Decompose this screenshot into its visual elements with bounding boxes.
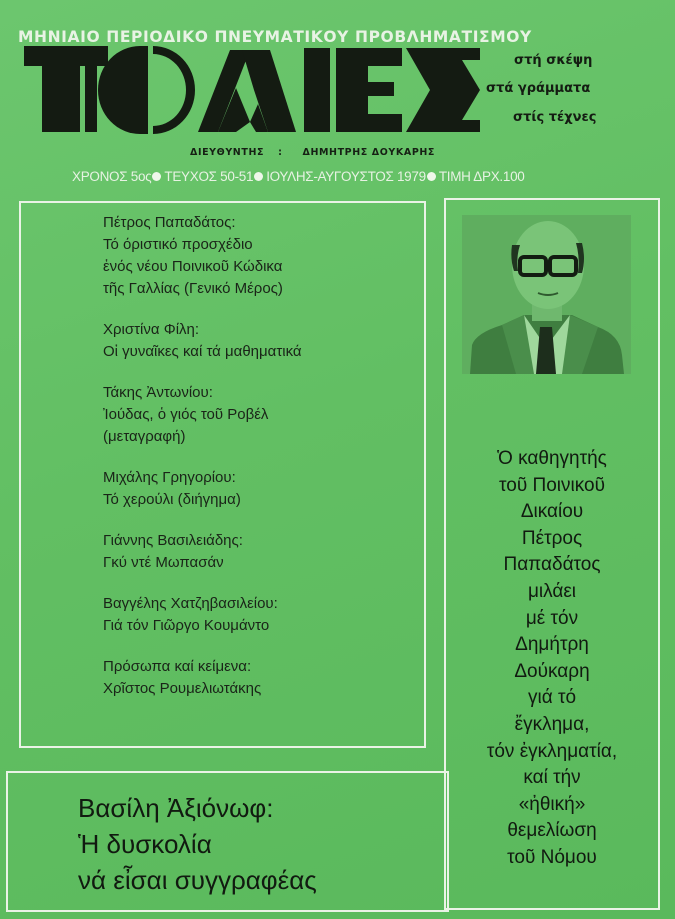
entry-title: ἑνός νέου Ποινικοῦ Κώδικα [103,258,283,275]
feature-title: νά εἶσαι συγγραφέας [78,865,317,895]
interview-line: γιά τό [527,687,577,709]
entry-author: Πέτρος Παπαδάτος: [103,214,236,231]
interview-line: Δούκαρη [514,660,590,682]
bullet-icon [254,172,263,181]
contents-entry [103,656,302,700]
entry-title: Τό χερούλι (διήγημα) [103,491,241,508]
logo-letter-m [198,50,296,132]
interview-line: μιλάει [527,580,577,602]
portrait-image [462,215,631,374]
issue-price: ΤΙΜΗ ΔΡΧ.100 [438,169,525,184]
interview-line: Παπαδάτος [503,554,601,576]
table-of-contents [103,212,302,719]
slogan-letters: στά γράμματα [486,81,591,96]
interview-line: ἔγκλημα, [514,713,590,735]
entry-title: Τό όριστικό προσχέδιο [103,236,253,253]
entry-title: (μεταγραφή) [103,428,186,445]
entry-author: Βαγγέλης Χατζηβασιλείου: [103,595,278,612]
entry-title: Χρῖστος Ρουμελιωτάκης [103,680,262,697]
interview-line: μέ τόν [525,607,579,629]
feature-title: Ἡ δυσκολία [78,829,212,859]
contents-entry [103,467,302,511]
entry-author: Πρόσωπα καί κείμενα: [103,658,252,675]
entry-title: Οἱ γυναῖκες καί τά μαθηματικά [103,343,302,360]
contents-entry [103,319,302,363]
entry-author: Χριστίνα Φίλη: [103,321,200,338]
interview-line: «ἠθική» [518,793,586,815]
bullet-icon [152,172,161,181]
issue-date: ΙΟΥΛΗΣ-ΑΥΓΟΥΣΤΟΣ 1979 [266,169,426,184]
interview-line: Πέτρος [521,527,583,549]
issue-number: ΤΕΥΧΟΣ 50-51 [164,169,254,184]
feature-headline [78,790,317,898]
contents-entry [103,593,302,637]
interview-line: τοῦ Ποινικοῦ [499,474,605,496]
logo-letter-o [98,46,195,134]
interview-line: Ὁ καθηγητής [497,448,607,469]
director-line [190,147,435,158]
logo-letter-i [304,48,330,132]
magazine-logo [24,46,480,134]
director-name: ΔΗΜΗΤΡΗΣ ΔΟΥΚΑΡΗΣ [302,147,436,158]
entry-author: Γιάννης Βασιλειάδης: [103,532,243,549]
entry-author: Μιχάλης Γρηγορίου: [103,469,236,486]
entry-author: Τάκης Ἀντωνίου: [103,384,213,401]
magazine-tagline: ΜΗΝΙΑΙΟ ΠΕΡΙΟΔΙΚΟ ΠΝΕΥΜΑΤΙΚΟΥ ΠΡΟΒΛΗΜΑΤΙΣΜΟΥ [18,28,532,46]
interview-line: θεμελίωση [507,820,597,842]
interview-line: Δικαίου [520,501,584,523]
interview-line: τοῦ Νόμου [507,846,597,868]
interview-line: καί τήν [523,767,581,789]
issue-year: ΧΡΟΝΟΣ 5ος [72,169,152,184]
interview-line: τόν ἐγκληματία, [486,740,618,762]
interview-blurb [446,446,658,872]
bullet-icon [427,172,436,181]
entry-title: τῆς Γαλλίας (Γενικό Μέρος) [103,280,283,297]
entry-title: Ἰούδας, ὁ γιός τοῦ Ροβέλ [103,406,269,423]
slogan-arts: στίς τέχνες [513,110,597,125]
director-label: ΔΙΕΥΘΥΝΤΗΣ [190,147,265,158]
director-separator: : [278,147,283,158]
contents-entry [103,530,302,574]
portrait-photo [462,215,631,374]
contents-entry [103,212,302,300]
entry-title: Γκύ ντέ Μωπασάν [103,554,224,571]
contents-entry [103,382,302,448]
feature-author: Βασίλη Ἀξιόνωφ: [78,793,274,823]
interview-line: Δημήτρη [515,634,589,656]
logo-letter-t [24,46,108,132]
logo-letter-sigma [406,48,480,132]
slogan-thought: στή σκέψη [514,53,593,68]
logo-letter-e [336,48,402,132]
issue-info [72,169,525,184]
entry-title: Γιά τόν Γιῶργο Κουμάντο [103,617,270,634]
